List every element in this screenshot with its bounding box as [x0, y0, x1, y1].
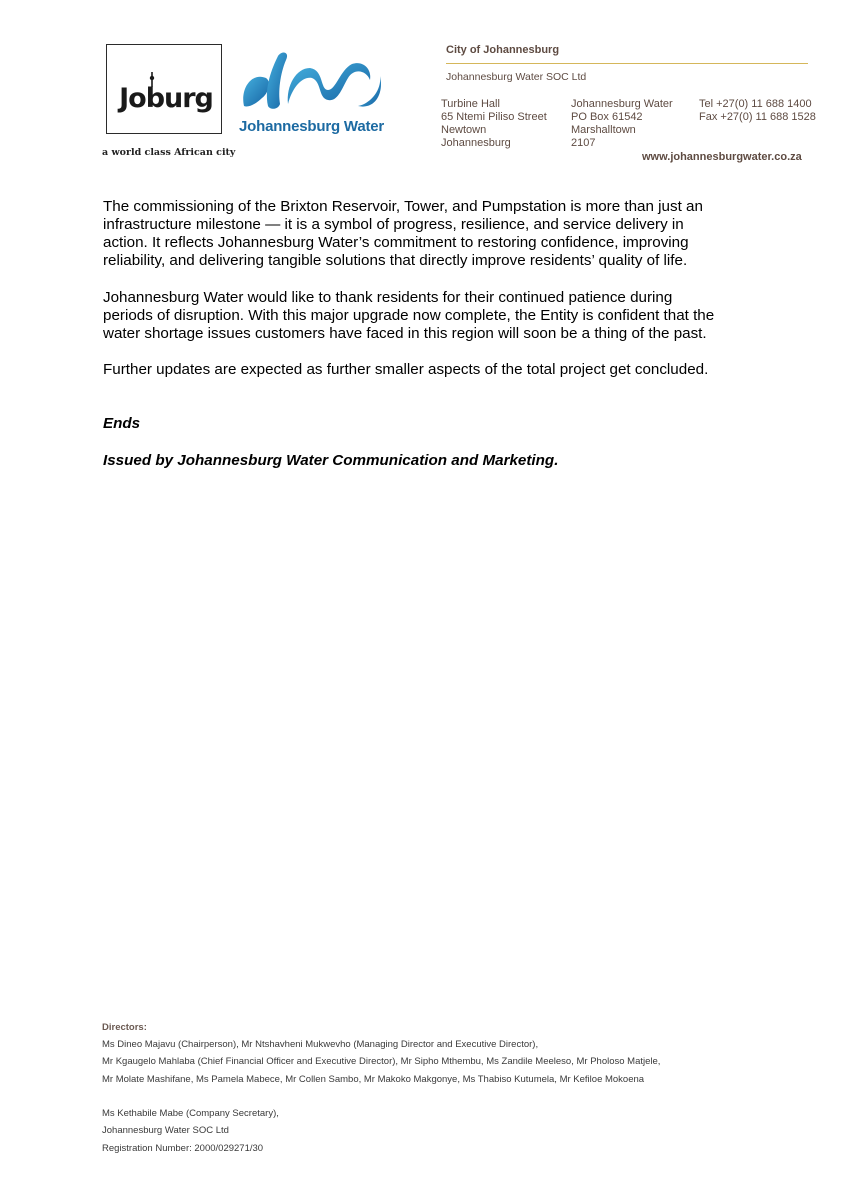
ends-marker: Ends — [103, 415, 141, 432]
body-paragraph-3 — [103, 361, 753, 379]
text-line: action. It reflects Johannesburg Water’s commitment to restoring confidence, improving — [103, 234, 689, 251]
address-postal — [571, 98, 673, 150]
johannesburg-water-wordmark: Johannesburg Water — [239, 118, 385, 135]
address-street — [441, 98, 547, 150]
website-link[interactable]: www.johannesburgwater.co.za — [642, 151, 802, 163]
company-name: Johannesburg Water SOC Ltd — [102, 1125, 229, 1136]
fax-number: Fax +27(0) 11 688 1528 — [699, 111, 816, 123]
text-line: The commissioning of the Brixton Reservoir, Tower, and Pumpstation is more than just an — [103, 198, 703, 215]
address-line: Newtown — [441, 124, 487, 136]
company-secretary: Ms Kethabile Mabe (Company Secretary), — [102, 1108, 279, 1119]
address-line: PO Box 61542 — [571, 111, 643, 123]
joburg-tagline: a world class African city — [102, 147, 236, 158]
text-line: reliability, and delivering tangible solutions that directly improve residents’ quality of life. — [103, 252, 688, 269]
text-line: Johannesburg Water would like to thank residents for their continued patience during — [103, 289, 673, 306]
text-line: Further updates are expected as further smaller aspects of the total project get concluded. — [103, 361, 709, 378]
address-line: 2107 — [571, 137, 596, 149]
directors-line: Mr Molate Mashifane, Ms Pamela Mabece, Mr Collen Sambo, Mr Makoko Makgonye, Ms Thabiso Kutumela, Mr Kefiloe Mokoena — [102, 1074, 645, 1085]
header-divider — [446, 63, 808, 64]
body-paragraph-1 — [103, 198, 753, 270]
org-subtitle: Johannesburg Water SOC Ltd — [446, 71, 587, 83]
phone-number: Tel +27(0) 11 688 1400 — [699, 98, 812, 110]
contact-numbers — [699, 98, 816, 124]
directors-line: Mr Kgaugelo Mahlaba (Chief Financial Officer and Executive Director), Mr Sipho Mthembu, Ms Zandile Meeleso, Mr Pholoso Matjele, — [102, 1056, 661, 1067]
joburg-logo-word: Joburg — [119, 83, 213, 114]
text-line: water shortage issues customers have faced in this region will soon be a thing of the past. — [103, 325, 707, 342]
address-line: 65 Ntemi Piliso Street — [441, 111, 547, 123]
address-line: Johannesburg — [441, 137, 511, 149]
issued-by: Issued by Johannesburg Water Communication and Marketing. — [103, 452, 559, 469]
text-line: periods of disruption. With this major upgrade now complete, the Entity is confident that the — [103, 307, 715, 324]
registration-number: Registration Number: 2000/029271/30 — [102, 1143, 264, 1154]
directors-line: Ms Dineo Majavu (Chairperson), Mr Ntshavheni Mukwevho (Managing Director and Executive Director), — [102, 1039, 539, 1050]
address-line: Marshalltown — [571, 124, 636, 136]
org-title: City of Johannesburg — [446, 44, 560, 56]
johannesburg-water-logo-icon — [238, 48, 388, 118]
text-line: infrastructure milestone — it is a symbol of progress, resilience, and service delivery in — [103, 216, 684, 233]
directors-label: Directors: — [102, 1022, 147, 1033]
address-line: Johannesburg Water — [571, 98, 673, 110]
body-paragraph-2 — [103, 289, 753, 343]
address-line: Turbine Hall — [441, 98, 500, 110]
